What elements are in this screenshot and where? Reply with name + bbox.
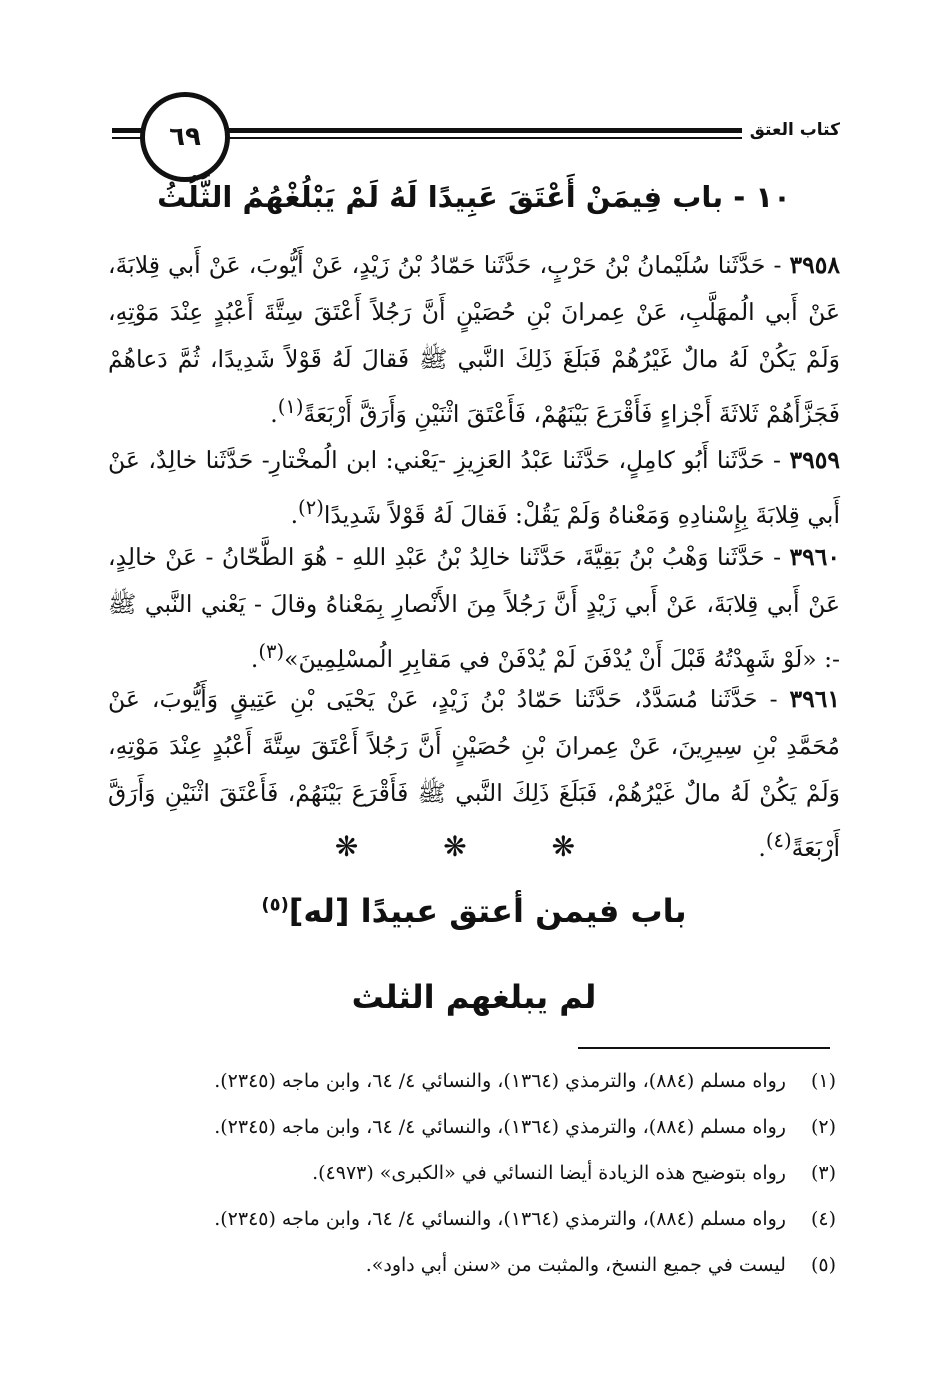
footnote-number: (٤): [810, 1208, 836, 1230]
footnote-ref: (٥): [261, 894, 289, 916]
section-title-text: باب فيمن أعتق عبيدًا [له]: [288, 892, 687, 930]
hadith-number: ٣٩٥٩: [789, 446, 840, 474]
footnote-text: رواه مسلم (٨٨٤)، والترمذي (١٣٦٤)، والنسائي ٤/ ٦٤، وابن ماجه (٢٣٤٥).: [214, 1116, 786, 1138]
footnote-text: رواه مسلم (٨٨٤)، والترمذي (١٣٦٤)، والنسائي ٤/ ٦٤، وابن ماجه (٢٣٤٥).: [214, 1070, 786, 1092]
footnote-text: رواه بتوضيح هذه الزيادة أيضا النسائي في «الكبرى» (٤٩٧٣).: [312, 1162, 786, 1184]
footnote-2: [100, 1104, 836, 1150]
footnote-ref: (٤): [765, 829, 792, 852]
hadith-3959: ٣٩٥٩ - حَدَّثَنا أَبُو كامِلٍ، حَدَّثَنا عَبْدُ العَزِيزِ -يَعْني: ابن الُمخْتارِ- حَدَّثَنا خالِدٌ، عَنْ أَبي قِلابَةَ بِإِسْنادِهِ وَمَعْناهُ وَلَمْ يَقُلْ: فَقالَ لَهُ قَوْلاً شَدِيدًا$^{(٢)}$.: [108, 446, 840, 529]
hadith-number: ٣٩٥٨: [789, 251, 840, 279]
footnote-number: (٣): [810, 1162, 836, 1184]
hadith-text: حَدَّثَنا وَهْبُ بْنُ بَقِيَّةَ، حَدَّثَنا خالِدُ بْنُ عَبْدِ اللهِ - هُوَ الطَّحّانُ - عَنْ خالِدٍ، عَنْ أَبي قِلابَةَ، عَنْ أَبي زَيْدٍ أَنَّ رَجُلاً مِنَ الأَنْصارِ بِمَعْناهُ وقالَ - يَعْني النَّبي ﷺ -: «لَوْ شَهِدْتُهُ قَبْلَ أَنْ يُدْفَنَ لَمْ يُدْفَنْ في مَقابِرِ الُمسْلِمِينَ»: [108, 543, 840, 673]
page-number: ٦٩: [140, 92, 230, 182]
footnote-number: (١): [810, 1070, 836, 1092]
section-title-line2: لم يبلغهم الثلث: [351, 978, 597, 1016]
footnote-number: (٢): [810, 1116, 836, 1138]
hadith-text: حَدَّثَنا مُسَدَّدٌ، حَدَّثَنا حَمّادُ بْنُ زَيْدٍ، عَنْ يَحْيَى بْنِ عَتِيقٍ وَأَيُّوبَ، عَنْ مُحَمَّدِ بْنِ سِيرِينَ، عَنْ عِمرانَ بْنِ حُصَيْنٍ أَنَّ رَجُلاً أَعْتَقَ سِتَّةَ أَعْبُدٍ عِنْدَ مَوْتِهِ، وَلَمْ يَكُنْ لَهُ مالٌ غَيْرُهُمْ، فَبَلَغَ ذَلِكَ النَّبي ﷺ فَأَقْرَعَ بَيْنَهُمْ، فَأَعْتَقَ اثْنَيْنِ وَأَرَقَّ أَرْبَعَةً: [108, 685, 840, 862]
hadith-number: ٣٩٦٠: [789, 543, 840, 571]
footnote-1: [100, 1058, 836, 1104]
hadith-text: حَدَّثَنا سُلَيْمانُ بْنُ حَرْبٍ، حَدَّثَنا حَمّادُ بْنُ زَيْدٍ، عَنْ أَيُّوبَ، عَنْ أَبي قِلابَةَ، عَنْ أَبي الُمهَلَّبِ، عَنْ عِمرانَ بْنِ حُصَيْنٍ أَنَّ رَجُلاً أَعْتَقَ سِتَّةَ أَعْبُدٍ عِنْدَ مَوْتِهِ، وَلَمْ يَكُنْ لَهُ مالٌ غَيْرُهُمْ فَبَلَغَ ذَلِكَ النَّبي ﷺ فَقالَ لَهُ قَوْلاً شَدِيدًا، ثُمَّ دَعاهُمْ فَجَزَّأَهُمْ ثَلاثَةَ أَجْزاءٍ فَأَقْرَعَ بَيْنَهُمْ، فَأَعْتَقَ اثْنَيْنِ وَأَرَقَّ أَرْبَعَةً: [108, 251, 840, 428]
footnote-separator: [578, 1047, 830, 1049]
running-header-book-title: كتاب العتق: [742, 120, 848, 140]
section-separator: ❋ ❋ ❋: [334, 830, 614, 863]
footnote-3: [100, 1150, 836, 1196]
hadith-number: ٣٩٦١: [789, 685, 840, 713]
footnote-text: رواه مسلم (٨٨٤)، والترمذي (١٣٦٤)، والنسائي ٤/ ٦٤، وابن ماجه (٢٣٤٥).: [214, 1208, 786, 1230]
footnote-4: [100, 1196, 836, 1242]
footnote-ref: (٢): [298, 496, 324, 519]
chapter-title: ١٠ - باب فِيمَنْ أَعْتَقَ عَبِيدًا لَهُ لَمْ يَبْلُغْهُمُ الثُّلُثُ: [157, 180, 791, 214]
footnote-ref: (٣): [258, 640, 285, 663]
footnote-5: [100, 1242, 836, 1288]
hadith-text: حَدَّثَنا أَبُو كامِلٍ، حَدَّثَنا عَبْدُ العَزِيزِ -يَعْني: ابن الُمخْتارِ- حَدَّثَنا خالِدٌ، عَنْ أَبي قِلابَةَ بِإِسْنادِهِ وَمَعْناهُ وَلَمْ يَقُلْ: فَقالَ لَهُ قَوْلاً شَدِيدًا: [108, 446, 840, 529]
footnote-ref: (١): [277, 395, 304, 418]
footnote-text: ليست في جميع النسخ، والمثبت من «سنن أبي داود».: [365, 1254, 786, 1276]
footnote-number: (٥): [810, 1254, 836, 1276]
footnotes: [100, 1058, 836, 1288]
hadith-3961: ٣٩٦١ - حَدَّثَنا مُسَدَّدٌ، حَدَّثَنا حَمّادُ بْنُ زَيْدٍ، عَنْ يَحْيَى بْنِ عَتِيقٍ وَأَيُّوبَ، عَنْ مُحَمَّدِ بْنِ سِيرِينَ، عَنْ عِمرانَ بْنِ حُصَيْنٍ أَنَّ رَجُلاً أَعْتَقَ سِتَّةَ أَعْبُدٍ عِنْدَ مَوْتِهِ، وَلَمْ يَكُنْ لَهُ مالٌ غَيْرُهُمْ، فَبَلَغَ ذَلِكَ النَّبي ﷺ فَأَقْرَعَ بَيْنَهُمْ، فَأَعْتَقَ اثْنَيْنِ وَأَرَقَّ أَرْبَعَةً$^{(٤)}$.: [108, 685, 840, 862]
section-title-line1: [100, 892, 848, 930]
hadith-3960: ٣٩٦٠ - حَدَّثَنا وَهْبُ بْنُ بَقِيَّةَ، حَدَّثَنا خالِدُ بْنُ عَبْدِ اللهِ - هُوَ الطَّحّانُ - عَنْ خالِدٍ، عَنْ أَبي قِلابَةَ، عَنْ أَبي زَيْدٍ أَنَّ رَجُلاً مِنَ الأَنْصارِ بِمَعْناهُ وقالَ - يَعْني النَّبي ﷺ -: «لَوْ شَهِدْتُهُ قَبْلَ أَنْ يُدْفَنَ لَمْ يُدْفَنْ في مَقابِرِ الُمسْلِمِينَ»$^{(٣)}$.: [108, 543, 840, 673]
hadith-3958: ٣٩٥٨ - حَدَّثَنا سُلَيْمانُ بْنُ حَرْبٍ، حَدَّثَنا حَمّادُ بْنُ زَيْدٍ، عَنْ أَيُّوبَ، عَنْ أَبي قِلابَةَ، عَنْ أَبي الُمهَلَّبِ، عَنْ عِمرانَ بْنِ حُصَيْنٍ أَنَّ رَجُلاً أَعْتَقَ سِتَّةَ أَعْبُدٍ عِنْدَ مَوْتِهِ، وَلَمْ يَكُنْ لَهُ مالٌ غَيْرُهُمْ فَبَلَغَ ذَلِكَ النَّبي ﷺ فَقالَ لَهُ قَوْلاً شَدِيدًا، ثُمَّ دَعاهُمْ فَجَزَّأَهُمْ ثَلاثَةَ أَجْزاءٍ فَأَقْرَعَ بَيْنَهُمْ، فَأَعْتَقَ اثْنَيْنِ وَأَرَقَّ أَرْبَعَةً$^{(١)}$.: [108, 251, 840, 428]
